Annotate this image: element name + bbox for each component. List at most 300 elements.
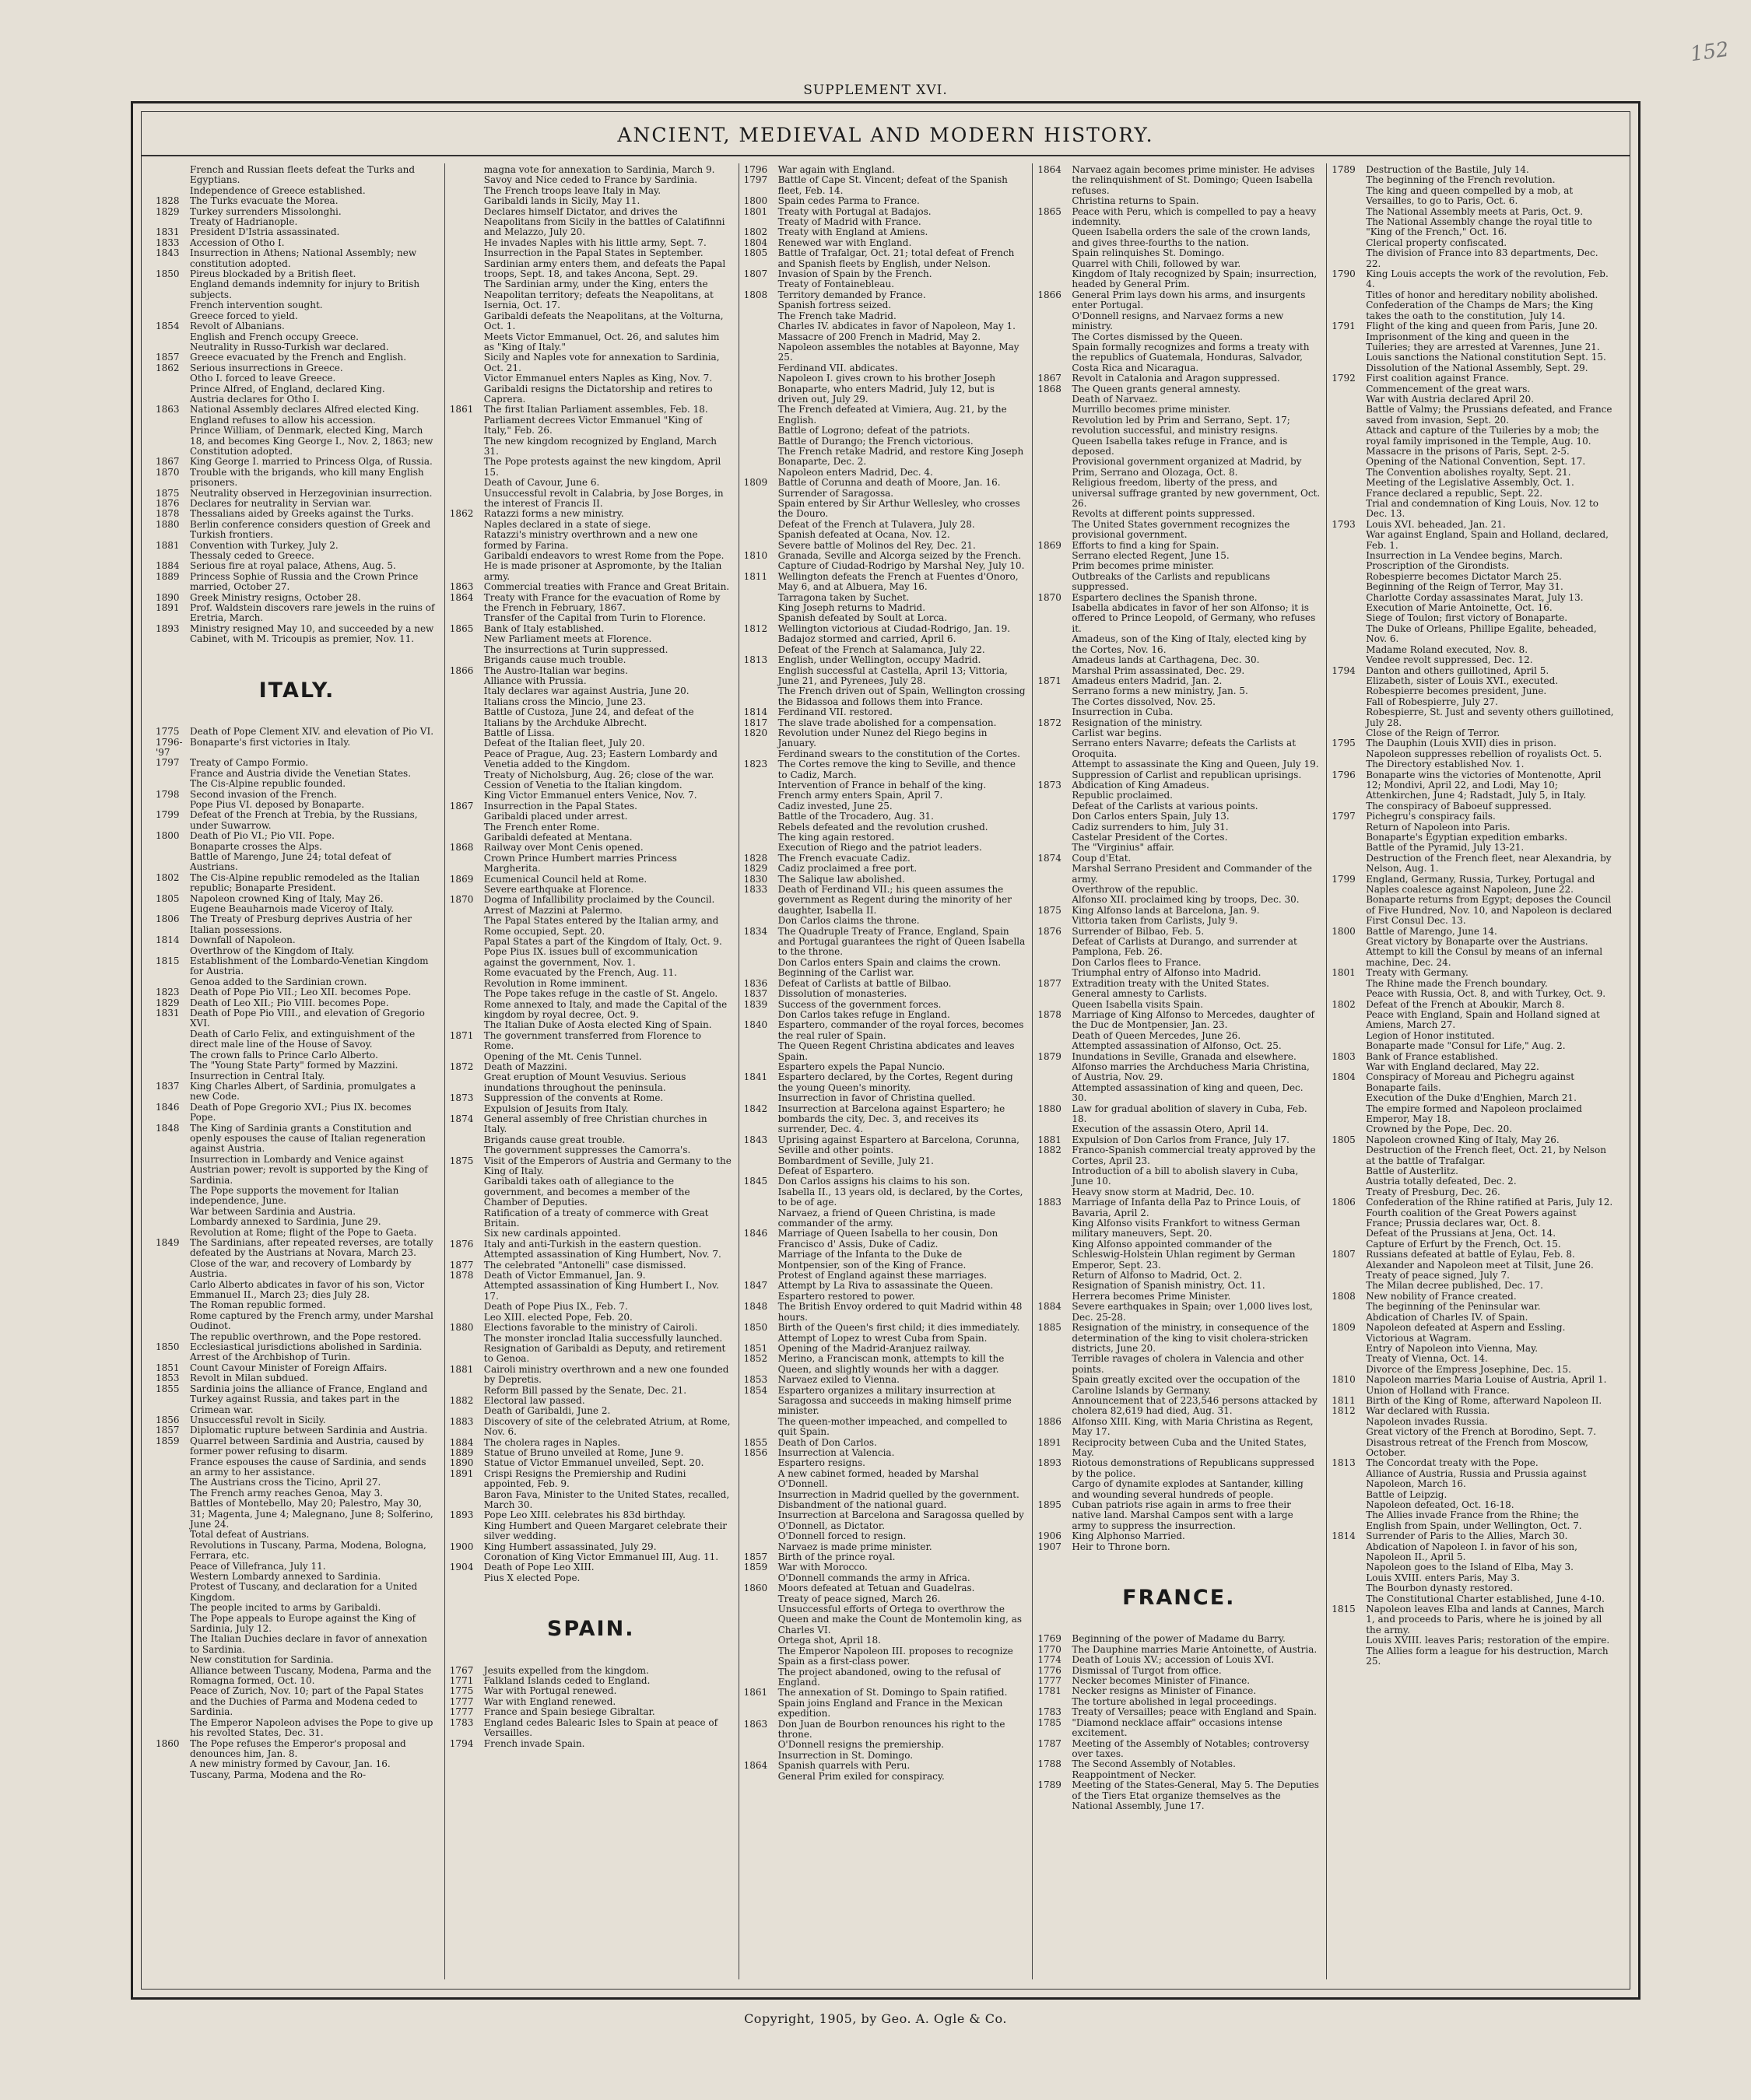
entry-text: Death of Pope Clement XIV. and elevation of Pio VI. [190, 726, 434, 738]
entry-text: Ratification of a treaty of commerce with Great Britain. [483, 1207, 709, 1229]
entry-text: Death of Pope Pio VIII., and elevation of Gregorio XVI. [190, 1008, 425, 1029]
timeline-entry [1037, 1500, 1320, 1531]
entry-text: French invade Spain. [483, 1737, 585, 1749]
entry-text: Territory demanded by France. [777, 289, 926, 300]
entry-text: Defeat of the Italian fleet, July 20. [483, 738, 645, 749]
entry-text: Independence of Greece established. [190, 184, 366, 196]
timeline-entry [450, 1072, 732, 1093]
entry-year: 1807 [743, 268, 768, 280]
entry-year: 1861 [743, 1687, 768, 1699]
entry-year [744, 1740, 778, 1750]
timeline-entry [156, 1384, 438, 1415]
timeline-entry [156, 769, 438, 779]
entry-year [450, 854, 484, 875]
entry-text: Sardinia joins the alliance of France, England and Turkey against Russia, and takes part in the Crimean war. [190, 1383, 428, 1415]
entry-text: magna vote for annexation to Sardinia, March 9. [483, 164, 715, 175]
timeline-entry [744, 1156, 1026, 1166]
timeline-entry [744, 300, 1026, 310]
entry-year [744, 1772, 778, 1782]
entry-text: Herrera becomes Prime Minister. [1072, 1290, 1231, 1302]
entry-text: Treaty of Presburg, Dec. 26. [1366, 1186, 1500, 1197]
entry-year: 1798 [156, 788, 180, 800]
entry-text: Terrible ravages of cholera in Valencia and other points. [1072, 1353, 1304, 1375]
entry-year [1037, 1239, 1072, 1271]
entry-text: Execution of Marie Antoinette, Oct. 16. [1366, 602, 1553, 614]
entry-text: Provisional government organized at Madrid, by Prim, Serrano and Olozaga, Oct. 8. [1072, 456, 1302, 478]
timeline-entry [1037, 311, 1320, 332]
timeline-entry [156, 1332, 438, 1342]
entry-text: Spain formally recognizes and forms a treaty with the republics of Guatemala, Honduras, Salvador, Costa Rica and Nicaragua. [1072, 341, 1310, 373]
entry-year [1332, 248, 1366, 269]
timeline-entry [1037, 1676, 1320, 1686]
entry-year: 1857 [156, 352, 180, 363]
entry-text: Bonaparte returns from Egypt; deposes the Council of Five Hundred, Nov. 10, and Napoleon is declared First Consul Dec. 13. [1366, 894, 1612, 927]
entry-year [1332, 1229, 1366, 1239]
timeline-entry [744, 707, 1026, 717]
timeline-entry [450, 655, 732, 665]
timeline-entry [1037, 551, 1320, 561]
entry-text: Reciprocity between Cuba and the United States, May. [1072, 1436, 1307, 1458]
entry-text: Battle of Marengo, June 14. [1366, 925, 1497, 937]
entry-year [450, 457, 484, 478]
timeline-entry [1037, 812, 1320, 822]
timeline-entry [744, 854, 1026, 864]
entry-text: Extradition treaty with the United States. [1072, 977, 1269, 989]
timeline-entry [1037, 1396, 1320, 1417]
entry-text: Napoleon suppresses rebellion of royalists Oct. 5. [1366, 748, 1602, 759]
timeline-entry [156, 1499, 438, 1530]
entry-year: 1804 [743, 237, 768, 248]
entry-text: The Pope takes refuge in the castle of St. Angelo. [483, 988, 718, 1000]
entry-year: 1804 [1332, 1071, 1356, 1083]
entry-text: Garibaldi endeavors to wrest Rome from the Pope. [483, 550, 725, 562]
timeline-entry [1037, 1302, 1320, 1323]
timeline-entry [1332, 300, 1614, 321]
entry-text: King Alfonso visits Frankfort to witness German military maneuvers, Sept. 20. [1072, 1218, 1300, 1239]
entry-year [744, 217, 778, 227]
timeline-entry [744, 520, 1026, 530]
timeline-entry [1037, 759, 1320, 770]
entry-year: 1850 [743, 1322, 768, 1334]
entry-year [156, 1614, 190, 1635]
timeline-entry [156, 842, 438, 852]
entry-text: Ferdinand VII. abdicates. [777, 362, 898, 373]
timeline-entry [156, 405, 438, 415]
entry-year: 1875 [1037, 904, 1061, 916]
entry-text: The Pope appeals to Europe against the King of Sardinia, July 12. [190, 1612, 416, 1635]
entry-year [1037, 666, 1072, 676]
entry-year [744, 968, 778, 978]
timeline-entry [1332, 697, 1614, 707]
entry-text: Battle of Marengo, June 24; total defeat of Austrians. [190, 850, 391, 873]
entry-text: Ferdinand swears to the constitution of the Cortes. [777, 748, 1020, 759]
timeline-entry [744, 843, 1026, 853]
entry-text: Genoa added to the Sardinian crown. [190, 976, 367, 987]
entry-text: President D'Istria assassinated. [190, 226, 340, 238]
timeline-entry [1332, 1573, 1614, 1583]
timeline-entry [744, 1386, 1026, 1417]
entry-year [1037, 269, 1072, 290]
entry-year [744, 958, 778, 968]
entry-year: 1856 [156, 1414, 180, 1425]
entry-text: Princess Sophie of Russia and the Crown Prince married, October 27. [190, 570, 419, 593]
entry-year [744, 1458, 778, 1468]
supplement-label: SUPPLEMENT XVI. [803, 82, 948, 98]
entry-year [1332, 457, 1366, 467]
entry-year [450, 1104, 484, 1114]
entry-year: 1801 [743, 205, 768, 217]
entry-year: 1854 [156, 321, 180, 332]
entry-text: France and Austria divide the Venetian States. [190, 767, 412, 779]
timeline-entry [1332, 1313, 1614, 1323]
timeline-entry [744, 968, 1026, 978]
timeline-entry [1037, 718, 1320, 728]
timeline-entry [450, 812, 732, 822]
timeline-entry [1332, 1510, 1614, 1531]
entry-year [1332, 1344, 1366, 1354]
entry-text: Espartero resigns. [777, 1457, 865, 1469]
entry-text: Wellington victorious at Ciudad-Rodrigo, Jan. 19. [777, 622, 1011, 634]
entry-text: England refuses to allow his accession. [190, 414, 376, 426]
entry-year [1037, 812, 1072, 822]
entry-text: War with England declared, May 22. [1366, 1061, 1539, 1072]
entry-year [450, 1334, 484, 1344]
entry-text: The Second Assembly of Notables. [1072, 1758, 1236, 1770]
entry-text: Spanish quarrels with Peru. [777, 1760, 911, 1772]
timeline-entry [450, 1000, 732, 1021]
entry-year: 1859 [156, 1435, 180, 1446]
entry-year: 1886 [1037, 1415, 1061, 1427]
timeline-entry [1037, 1041, 1320, 1051]
timeline-entry [450, 613, 732, 623]
entry-text: Franco-Spanish commercial treaty approved by the Cortes, April 23. [1072, 1145, 1316, 1166]
entry-year [744, 916, 778, 926]
entry-text: Badajoz stormed and carried, April 6. [777, 633, 956, 645]
entry-text: Divorce of the Empress Josephine, Dec. 15. [1366, 1363, 1571, 1375]
entry-text: Diplomatic rupture between Sardinia and Austria. [190, 1425, 428, 1436]
entry-text: Moors defeated at Tetuan and Guadelras. [777, 1583, 975, 1594]
entry-text: Peace with Peru, which is compelled to pay a heavy indemnity. [1072, 205, 1317, 228]
entry-text: Revolution under Nunez del Riego begins in January. [777, 727, 988, 749]
entry-year [1332, 749, 1366, 759]
entry-text: Severe earthquake at Florence. [483, 884, 634, 896]
entry-text: Marriage of King Alfonso to Mercedes, daughter of the Duc de Montpensier, Jan. 23. [1072, 1008, 1314, 1031]
timeline-entry [744, 885, 1026, 916]
entry-year: 1874 [1037, 852, 1061, 864]
entry-text: Ecclesiastical jurisdictions abolished in Sardinia. [190, 1341, 423, 1353]
column-3 [739, 163, 1033, 1979]
entry-text: The Cis-Alpine republic remodeled as the Italian republic; Bonaparte President. [190, 871, 420, 894]
entry-year: 1880 [449, 1322, 474, 1334]
timeline-entry [1037, 916, 1320, 926]
timeline-entry [156, 1655, 438, 1665]
timeline-entry [1037, 1124, 1320, 1134]
entry-year: 1791 [1332, 321, 1356, 332]
entry-text: Louis sanctions the National constitution Sept. 15. [1366, 352, 1606, 363]
entry-year: 1788 [1037, 1758, 1061, 1770]
entry-text: O'Donnell resigns, and Narvaez forms a new ministry. [1072, 310, 1284, 332]
timeline-entry [1332, 530, 1614, 551]
entry-year [156, 311, 190, 321]
entry-text: Kingdom of Italy recognized by Spain; insurrection, headed by General Prim. [1072, 268, 1318, 290]
entry-year [450, 373, 484, 384]
entry-text: The Emperor Napoleon III. proposes to recognize Spain as a first-class power. [777, 1645, 1013, 1667]
timeline-entry [744, 541, 1026, 551]
entry-year: 1873 [449, 1092, 474, 1104]
timeline-entry [450, 311, 732, 332]
entry-text: Brigands cause much trouble. [483, 654, 626, 666]
timeline-entry [1332, 1469, 1614, 1490]
timeline-entry [450, 436, 732, 458]
timeline-entry [1037, 1542, 1320, 1552]
entry-year: 1807 [1332, 1249, 1356, 1260]
timeline-entry [744, 624, 1026, 634]
entry-year [744, 405, 778, 426]
timeline-entry [156, 217, 438, 227]
entry-year: 1871 [1037, 675, 1061, 686]
entry-text: Queen Isabella orders the sale of the crown lands, and gives three-fourths to the nation. [1072, 226, 1311, 248]
entry-year [744, 1417, 778, 1438]
entry-year [450, 1406, 484, 1416]
timeline-entry [1037, 1707, 1320, 1717]
timeline-entry [1332, 1542, 1614, 1563]
entry-year [1332, 1510, 1366, 1531]
entry-text: General Prim lays down his arms, and insurgents enter Portugal. [1072, 289, 1306, 311]
entry-year [156, 1499, 190, 1530]
entry-text: The French enter Rome. [483, 821, 600, 833]
entry-text: Eugene Beauharnois made Viceroy of Italy. [190, 903, 394, 914]
entry-year: 1805 [1332, 1134, 1356, 1145]
timeline-entry [156, 977, 438, 987]
timeline-entry [1332, 1176, 1614, 1187]
entry-text: The king again restored. [777, 832, 895, 843]
entry-year [156, 1050, 190, 1061]
timeline-entry [1037, 1718, 1320, 1739]
timeline-entry [156, 311, 438, 321]
entry-text: Uprising against Espartero at Barcelona, Corunna, Seville and other points. [777, 1134, 1019, 1156]
entry-year [156, 1300, 190, 1310]
entry-year: 1848 [156, 1122, 180, 1134]
timeline-entry [1332, 875, 1614, 896]
entry-text: The Cortes dissolved, Nov. 25. [1072, 696, 1216, 707]
entry-text: Narvaez again becomes prime minister. He advises the relinquishment of St. Domingo; Queen Isabella refuses. [1072, 164, 1315, 196]
entry-year: 1811 [1332, 1394, 1356, 1406]
timeline-entry [450, 979, 732, 989]
entry-text: O'Donnell forced to resign. [777, 1530, 907, 1542]
entry-year: 1870 [449, 894, 474, 906]
entry-text: Sicily and Naples vote for annexation to Sardinia, Oct. 21. [483, 352, 720, 373]
entry-year [1332, 1334, 1366, 1344]
entry-year: 1890 [449, 1457, 474, 1469]
entry-text: Insurrection at Valencia. [777, 1446, 895, 1458]
timeline-entry [450, 1020, 732, 1030]
entry-year: 1775 [449, 1685, 474, 1697]
entry-year [744, 1208, 778, 1229]
entry-text: Peace with England, Spain and Holland signed at Amiens, March 27. [1366, 1008, 1600, 1031]
entry-year [1332, 363, 1366, 373]
timeline-entry [744, 1542, 1026, 1552]
entry-text: Battle of Cape St. Vincent; defeat of the Spanish fleet, Feb. 14. [777, 174, 1008, 196]
entry-text: Ecumenical Council held at Rome. [483, 873, 647, 885]
entry-text: The Italian Duchies declare in favor of annexation to Sardinia. [190, 1633, 427, 1655]
entry-year: 1862 [156, 362, 180, 373]
entry-text: Spain greatly excited over the occupation of the Caroline Islands by Germany. [1072, 1374, 1300, 1396]
timeline-entry [744, 468, 1026, 478]
entry-year [1332, 833, 1366, 843]
entry-text: Death of Ferdinand VII.; his queen assumes the government as Regent during the minority of her daughter, Isabella II. [777, 884, 1012, 916]
entry-text: Danton and others guillotined, April 5. [1366, 664, 1549, 676]
entry-text: Napoleon invades Russia. [1366, 1415, 1488, 1427]
column-1 [151, 163, 444, 1979]
entry-text: Victor Emmanuel enters Naples as King, Nov. 7. [483, 373, 713, 384]
entry-year [450, 1386, 484, 1396]
timeline-entry [450, 186, 732, 196]
entry-text: The Queen grants general amnesty. [1072, 383, 1240, 394]
entry-text: Union of Holland with France. [1366, 1384, 1510, 1396]
timeline-entry [1332, 968, 1614, 978]
timeline-entry [744, 196, 1026, 206]
entry-text: Robespierre becomes president, June. [1366, 685, 1547, 697]
entry-text: First coalition against France. [1366, 373, 1510, 384]
entry-text: Reform Bill passed by the Senate, Dec. 21. [483, 1384, 687, 1396]
entry-year [156, 1488, 190, 1499]
timeline-entry [450, 373, 732, 384]
entry-text: The Salique law abolished. [777, 873, 905, 885]
entry-year [450, 707, 484, 728]
entry-year [450, 1072, 484, 1093]
entry-text: Bonaparte crosses the Alps. [190, 840, 322, 852]
entry-year: 1878 [156, 508, 180, 520]
entry-year: 1800 [743, 195, 768, 207]
timeline-entry [156, 1488, 438, 1499]
entry-year: 1857 [743, 1551, 768, 1563]
entry-year: 1833 [156, 237, 180, 248]
timeline-entry [450, 1176, 732, 1208]
entry-year [450, 1208, 484, 1229]
timeline-entry [1332, 1438, 1614, 1459]
entry-text: Napoleon marries Maria Louise of Austria, April 1. [1366, 1374, 1607, 1386]
entry-year: 1808 [1332, 1290, 1356, 1302]
timeline-entry [1037, 1770, 1320, 1780]
entry-year [1332, 1145, 1366, 1166]
entry-year: 1868 [1037, 383, 1061, 394]
entry-year [1332, 1208, 1366, 1229]
entry-year [1332, 1281, 1366, 1291]
timeline-entry [744, 812, 1026, 822]
entry-text: Revolution led by Prim and Serrano, Sept. 17; revolution successful, and ministry resigns. [1072, 414, 1290, 436]
entry-text: Flight of the king and queen from Paris, June 20. [1366, 321, 1598, 332]
entry-text: Overthrow of the Kingdom of Italy. [190, 945, 355, 956]
entry-year: 1823 [156, 987, 180, 998]
timeline-entry [156, 227, 438, 237]
entry-text: Renewed war with England. [777, 237, 912, 248]
entry-year: 1808 [743, 289, 768, 300]
timeline-entry [744, 269, 1026, 279]
timeline-entry [450, 1052, 732, 1062]
timeline-entry [1037, 958, 1320, 968]
timeline-entry [156, 1311, 438, 1332]
entry-text: Don Carlos assigns his claims to his son. [777, 1176, 970, 1187]
entry-year [744, 833, 778, 843]
timeline-entry [744, 666, 1026, 687]
entry-text: England cedes Balearic Isles to Spain at peace of Versailles. [483, 1716, 718, 1739]
timeline-entry [156, 520, 438, 541]
entry-text: Napoleon goes to the Island of Elba, May 3. [1366, 1562, 1574, 1573]
entry-year [1332, 1104, 1366, 1125]
entry-year [744, 1271, 778, 1281]
entry-text: The Roman republic formed. [190, 1299, 326, 1311]
entry-year [156, 1478, 190, 1488]
entry-year [1332, 895, 1366, 926]
entry-year: 1880 [1037, 1103, 1061, 1114]
timeline-entry [156, 238, 438, 248]
timeline-entry [1037, 1292, 1320, 1302]
entry-text: Spanish fortress seized. [777, 300, 892, 311]
entry-text: Pius X elected Pope. [483, 1572, 581, 1583]
timeline-entry [1332, 248, 1614, 269]
entry-year: 1799 [1332, 873, 1356, 885]
entry-text: Battle of Custoza, June 24, and defeat of the Italians by the Archduke Albrecht. [483, 706, 694, 728]
entry-text: Death of Leo XII.; Pio VIII. becomes Pope. [190, 997, 389, 1008]
entry-year [744, 489, 778, 499]
entry-year [156, 1457, 190, 1478]
entry-year [744, 686, 778, 707]
entry-year [1332, 1176, 1366, 1187]
entry-year [450, 520, 484, 530]
timeline-entry [156, 1478, 438, 1488]
entry-year [450, 791, 484, 801]
timeline-entry [1037, 864, 1320, 885]
entry-text: Clerical property confiscated. [1366, 237, 1507, 248]
timeline-entry [156, 1436, 438, 1457]
timeline-entry [1037, 1062, 1320, 1083]
timeline-entry [156, 1029, 438, 1050]
entry-year: 1839 [743, 998, 768, 1010]
entry-text: The Pope refuses the Emperor's proposal and denounces him, Jan. 8. [190, 1737, 406, 1759]
timeline-entry [744, 1250, 1026, 1271]
entry-text: Battle of the Pyramid, July 13-21. [1366, 842, 1525, 854]
timeline-entry [1332, 1281, 1614, 1291]
timeline-entry [1037, 1375, 1320, 1396]
timeline-entry [156, 1572, 438, 1582]
entry-text: Cadiz surrenders to him, July 31. [1072, 821, 1229, 833]
entry-year: 1796-'97 [156, 736, 183, 758]
timeline-entry [1332, 352, 1614, 363]
entry-text: Birth of the Queen's first child; it dies immediately. [777, 1322, 1020, 1334]
timeline-entry [156, 1050, 438, 1061]
entry-text: Count Cavour Minister of Foreign Affairs. [190, 1362, 388, 1373]
entry-text: Trouble with the brigands, who kill many English prisoners. [190, 466, 424, 489]
timeline-entry [744, 1688, 1026, 1698]
entry-year [450, 780, 484, 791]
page-frame-inner [141, 111, 1630, 1990]
timeline-entry [1037, 968, 1320, 978]
timeline-entry [156, 904, 438, 914]
timeline-entry [450, 624, 732, 634]
entry-year: 1783 [449, 1716, 474, 1728]
entry-year [156, 1603, 190, 1613]
entry-year [450, 738, 484, 748]
timeline-entry [450, 1208, 732, 1229]
timeline-entry [1037, 572, 1320, 593]
timeline-entry [156, 561, 438, 571]
entry-year [450, 676, 484, 686]
entry-year [450, 1313, 484, 1323]
entry-text: Meets Victor Emmanuel, Oct. 26, and salutes him as "King of Italy." [483, 331, 720, 352]
timeline-entry [450, 1250, 732, 1260]
timeline-entry [1332, 217, 1614, 238]
entry-year [1332, 1062, 1366, 1072]
